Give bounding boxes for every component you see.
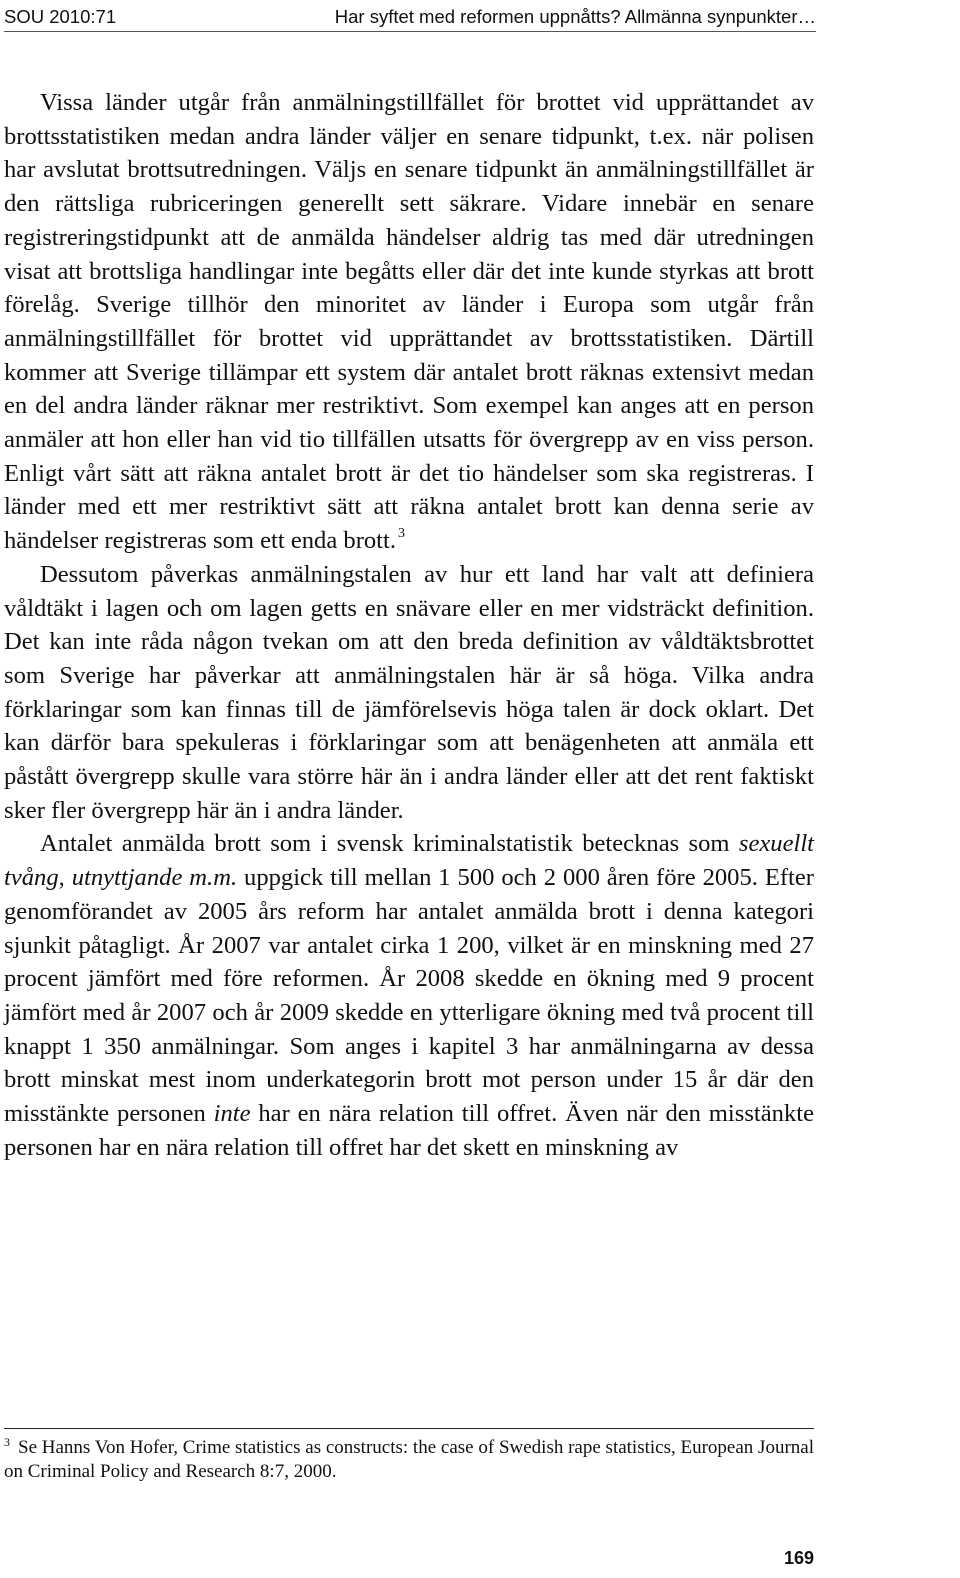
chapter-title: Har syftet med reformen uppnåtts? Allmänna synpunkter… [334, 6, 816, 27]
paragraph-3-italic-crime-category: sexuellt tvång, utnyttjande m.m. [4, 830, 814, 892]
paragraph-3-italic-inte: inte [213, 1100, 251, 1128]
running-header [4, 3, 816, 32]
footnote-reference: 3 [398, 526, 405, 542]
paragraph-3 [4, 827, 814, 1164]
footnote [4, 1436, 814, 1484]
footnote-text: Se Hanns Von Hofer, Crime statistics as constructs: the case of Swedish rape statistics, European Journal on Criminal Policy and Research 8:7, 2000. [4, 1437, 814, 1482]
paragraph-2-text: Dessutom påverkas anmälningstalen av hur ett land har valt att definiera våldtäkt i lagen och om lagen getts en snävare eller en mer vidsträckt definition. Det kan inte råda någon tvekan om att den breda definition av våldtäktsbrottet som Sverige har påverkar att anmälningstalen här är så höga. Vilka andra förklaringar som kan finnas till de jämförelsevis höga talen är dock oklart. Det kan därför bara spekuleras i förklaringar som att benägenheten att anmäla ett påstått övergrepp skulle vara större här än i andra länder eller att det rent faktiskt sker fler övergrepp här än i andra länder. [4, 560, 814, 824]
paragraph-3-text-a: Antalet anmälda brott som i svensk kriminalstatistik betecknas som [40, 830, 739, 858]
main-text [4, 86, 814, 1165]
paragraph-3-text-b: uppgick till mellan 1 500 och 2 000 åren före 2005. Efter genomförandet av 2005 års reform har antalet anmälda brott i denna kategori sjunkit påtagligt. År 2007 var antalet cirka 1 200, vilket är en minskning med 27 procent jämfört med före reformen. År 2008 skedde en ökning med 9 procent jämfört med år 2007 och år 2009 skedde en ytterligare ökning med två procent till knappt 1 350 anmälningar. Som anges i kapitel 3 har anmälningarna av dessa brott minskat mest inom underkategorin brott mot person under 15 år där den misstänkte personen [4, 864, 814, 1128]
paragraph-2 [4, 558, 814, 828]
report-number: SOU 2010:71 [4, 6, 117, 27]
footnote-divider [4, 1428, 814, 1429]
paragraph-1 [4, 86, 814, 558]
page-number: 169 [783, 1548, 814, 1568]
footnote-number: 3 [4, 1435, 10, 1449]
paragraph-3-text-c: har en nära relation till offret. Även när den misstänkte personen har en nära relation till offret har det skett en minskning av [4, 1100, 814, 1161]
paragraph-1-text: Vissa länder utgår från anmälningstillfället för brottet vid upprättandet av brottsstatistiken medan andra länder väljer en senare tidpunkt, t.ex. när polisen har avslutat brottsutredningen. Väljs en senare tidpunkt än anmälningstillfället är den rättsliga rubriceringen generellt sett säkrare. Vidare innebär en senare registreringstidpunkt att de anmälda händelser aldrig tas med där utredningen visat att brottsliga handlingar inte begåtts eller där det inte kunde styrkas att brott förelåg. Sverige tillhör den minoritet av länder i Europa som utgår från anmälningstillfället för brottet vid upprättandet av brottsstatistiken. Därtill kommer att Sverige tillämpar ett system där antalet brott räknas extensivt medan en del andra länder räknar mer restriktivt. Som exempel kan anges att en person anmäler att hon eller han vid tio tillfällen utsatts för övergrepp av en viss person. Enligt vårt sätt att räkna antalet brott är det tio händelser som ska registreras. I länder med ett mer restriktivt sätt att räkna antalet brott kan denna serie av händelser registreras som ett enda brott. [4, 89, 814, 555]
